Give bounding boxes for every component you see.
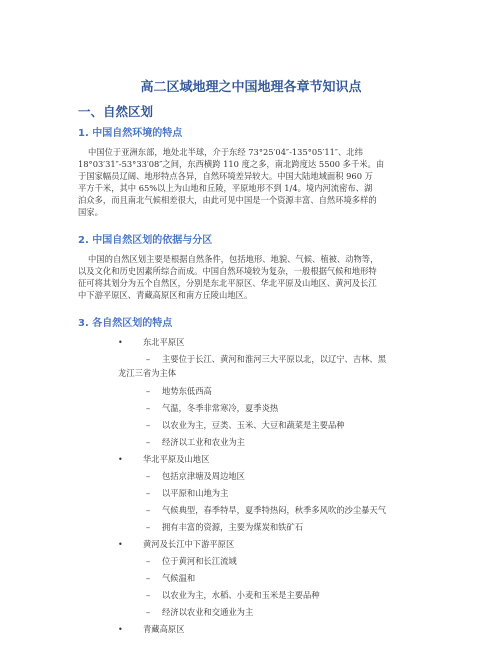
detail-text: 经济以农业和交通业为主 <box>162 607 254 617</box>
dash-icon: – <box>146 420 151 430</box>
list-item-detail <box>0 502 502 519</box>
bullet-icon: • <box>118 625 123 634</box>
dash-icon: – <box>146 573 151 583</box>
bullet-icon: • <box>118 540 123 549</box>
detail-text: 以农业为主，水稻、小麦和玉米是主要品种 <box>162 590 320 600</box>
paragraph-line: 泊众多，而且南北气候相差很大，由此可见中国是一个资源丰富、自然环境多样的 <box>78 195 377 205</box>
bullet-icon: • <box>118 338 123 347</box>
dash-icon: – <box>146 471 151 481</box>
dash-icon: – <box>146 590 151 600</box>
list-item-detail <box>0 604 502 621</box>
list-item-region <box>0 536 502 553</box>
detail-text-continued: 龙江三省为主体 <box>118 368 177 378</box>
list-item-detail <box>0 434 502 451</box>
paragraph-line: 18°03′31″-53°33′08″之间，东西横跨 110 度之多，南北跨度达 5500 多千米。由 <box>78 159 385 169</box>
paragraph-line: 中国位于亚洲东部，地处北半球，介于东经 73°25′04″-135°05′11″、北纬 <box>88 147 363 157</box>
list-item-detail <box>0 587 502 604</box>
detail-text: 经济以工业和农业为主 <box>162 437 245 447</box>
paragraph-regionalization-basis <box>78 253 438 301</box>
list-item-detail <box>0 351 502 383</box>
dash-icon: – <box>146 437 151 447</box>
bullet-icon: • <box>118 455 123 464</box>
paragraph-line: 征可将其划分为五个自然区，分别是东北平原区、华北平原及山地区、黄河及长江 <box>78 278 377 288</box>
detail-text: 气候典型，春季特旱，夏季特热闷，秋季多风吹的沙尘暴天气 <box>162 505 387 515</box>
dash-icon: – <box>146 386 151 396</box>
list-item-region <box>0 621 502 638</box>
list-item-detail <box>0 468 502 485</box>
document-title: 高二区域地理之中国地理各章节知识点 <box>140 80 362 95</box>
detail-text: 以平原和山地为主 <box>162 488 229 498</box>
paragraph-line: 中下游平原区、青藏高原区和南方丘陵山地区。 <box>78 290 253 300</box>
dash-icon: – <box>146 556 151 566</box>
list-item-detail <box>0 519 502 536</box>
list-item-detail <box>0 417 502 434</box>
list-item-detail <box>0 400 502 417</box>
list-item-region <box>0 334 502 351</box>
dash-icon: – <box>146 403 151 413</box>
detail-text: 地势东低西高 <box>162 386 212 396</box>
dash-icon: – <box>146 354 151 364</box>
section-heading-natural-regions: 一、自然区划 <box>78 104 154 119</box>
paragraph-line: 于国家幅员辽阔、地形特点各异，自然环境差异较大。中国大陆地域面积 960 万 <box>78 171 373 181</box>
list-item-detail <box>0 485 502 502</box>
paragraph-line: 平方千米，其中 65%以上为山地和丘陵，平原地形不到 1/4。境内河流密布、湖 <box>78 183 373 193</box>
region-feature-list <box>0 334 502 638</box>
dash-icon: – <box>146 488 151 498</box>
paragraph-environment-characteristics <box>78 146 438 218</box>
region-name: 华北平原及山地区 <box>143 454 210 464</box>
detail-text: 位于黄河和长江流域 <box>162 556 237 566</box>
subheading-region-features: 3. 各自然区划的特点 <box>78 318 173 329</box>
detail-text: 包括京津塘及周边地区 <box>162 471 245 481</box>
list-item-detail <box>0 383 502 400</box>
detail-text: 拥有丰富的资源，主要为煤炭和铁矿石 <box>162 522 304 532</box>
paragraph-line: 中国的自然区划主要是根据自然条件，包括地形、地貌、气候、植被、动物等， <box>88 254 379 264</box>
paragraph-line: 以及文化和历史因素所综合而成。中国自然环境较为复杂，一般根据气候和地形特 <box>78 266 377 276</box>
detail-text: 气温，冬季非常寒冷，夏季炎热 <box>162 403 279 413</box>
dash-icon: – <box>146 607 151 617</box>
detail-text: 以农业为主，豆类、玉米、大豆和蔬菜是主要品种 <box>162 420 345 430</box>
list-item-detail <box>0 570 502 587</box>
list-item-region <box>0 451 502 468</box>
region-name: 黄河及长江中下游平原区 <box>143 539 235 549</box>
region-name: 青藏高原区 <box>143 624 185 634</box>
subheading-regionalization-basis: 2. 中国自然区划的依据与分区 <box>78 235 213 246</box>
paragraph-line: 国家。 <box>78 207 103 217</box>
dash-icon: – <box>146 522 151 532</box>
detail-text: 主要位于长江、黄河和淮河三大平原以北，以辽宁、吉林、黑 <box>162 354 387 364</box>
region-name: 东北平原区 <box>143 337 185 347</box>
subheading-environment-characteristics: 1. 中国自然环境的特点 <box>78 128 183 139</box>
list-item-detail <box>0 553 502 570</box>
dash-icon: – <box>146 505 151 515</box>
detail-text: 气候温和 <box>162 573 196 583</box>
